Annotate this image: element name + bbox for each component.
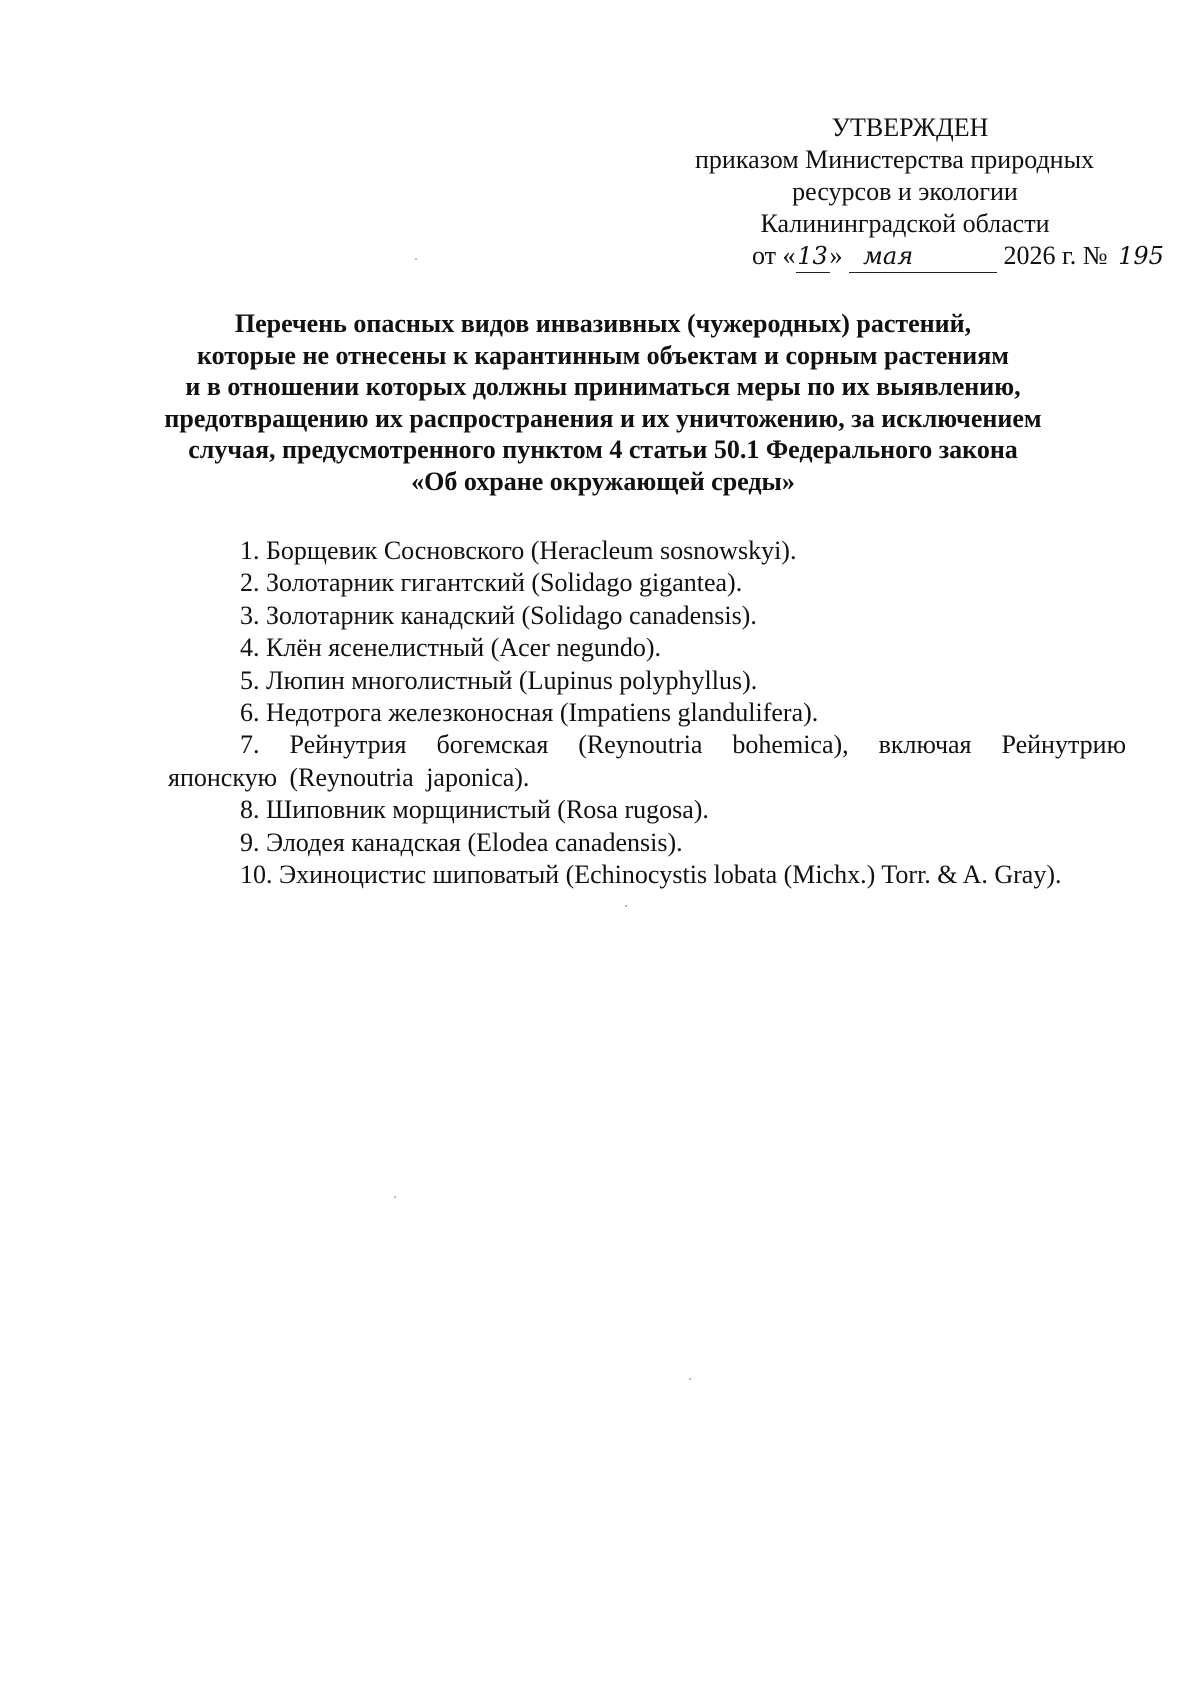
list-item: 10. Эхиноцистис шиповатый (Echinocystis lobata (Michx.) Torr. & A. Gray). <box>240 860 1062 890</box>
scan-speck <box>689 1378 691 1380</box>
list-item: 7. Рейнутрия богемская (Reynoutria bohemica), включая Рейнутрию японскую (Reynoutria japonica). <box>168 730 1126 792</box>
list-item: 4. Клён ясенелистный (Acer negundo). <box>240 633 662 663</box>
approval-line-ministry: приказом Министерства природных <box>695 145 1095 174</box>
date-prefix: от « <box>752 241 796 270</box>
approval-heading: УТВЕРЖДЕН <box>831 113 989 142</box>
title-line: предотвращению их распространения и их уничтожению, за исключением <box>164 403 1042 433</box>
scan-speck <box>394 1196 396 1198</box>
date-quote-close: » <box>829 241 843 270</box>
approval-block <box>640 112 1170 240</box>
title-line: «Об охране окружающей среды» <box>411 466 795 496</box>
scan-speck <box>625 905 627 907</box>
order-date-line <box>752 240 1178 273</box>
order-number-handwritten: 195 <box>1118 242 1164 270</box>
list-item: 1. Борщевик Сосновского (Heracleum sosnowskyi). <box>240 536 797 565</box>
title-line: и в отношении которых должны приниматься меры по их выявлению, <box>185 372 1021 401</box>
date-day-handwritten: 13 <box>796 240 830 273</box>
approval-line-resources: ресурсов и экологии <box>792 177 1018 206</box>
date-month-handwritten: мая <box>849 240 997 273</box>
document-title <box>150 308 1056 497</box>
list-item: 9. Элодея канадская (Elodea canadensis). <box>240 827 683 857</box>
list-item: 3. Золотарник канадский (Solidago canadensis). <box>240 600 757 630</box>
list-item: 2. Золотарник гигантский (Solidago gigantea). <box>240 568 743 598</box>
title-line: Перечень опасных видов инвазивных (чужеродных) растений, <box>234 309 972 338</box>
title-line: случая, предусмотренного пунктом 4 статьи 50.1 Федерального закона <box>188 435 1018 464</box>
species-list <box>168 535 1126 891</box>
list-item: 8. Шиповник морщинистый (Rosa rugosa). <box>240 795 709 825</box>
list-item: 6. Недотрога железконосная (Impatiens glandulifera). <box>240 698 819 728</box>
approval-line-region: Калининградской области <box>760 209 1050 238</box>
title-line: которые не отнесены к карантинным объектам и сорным растениям <box>196 340 1010 370</box>
date-year: 2026 г. № <box>1003 241 1108 270</box>
scan-speck <box>415 258 417 260</box>
list-item: 5. Люпин многолистный (Lupinus polyphyllus). <box>240 665 758 695</box>
